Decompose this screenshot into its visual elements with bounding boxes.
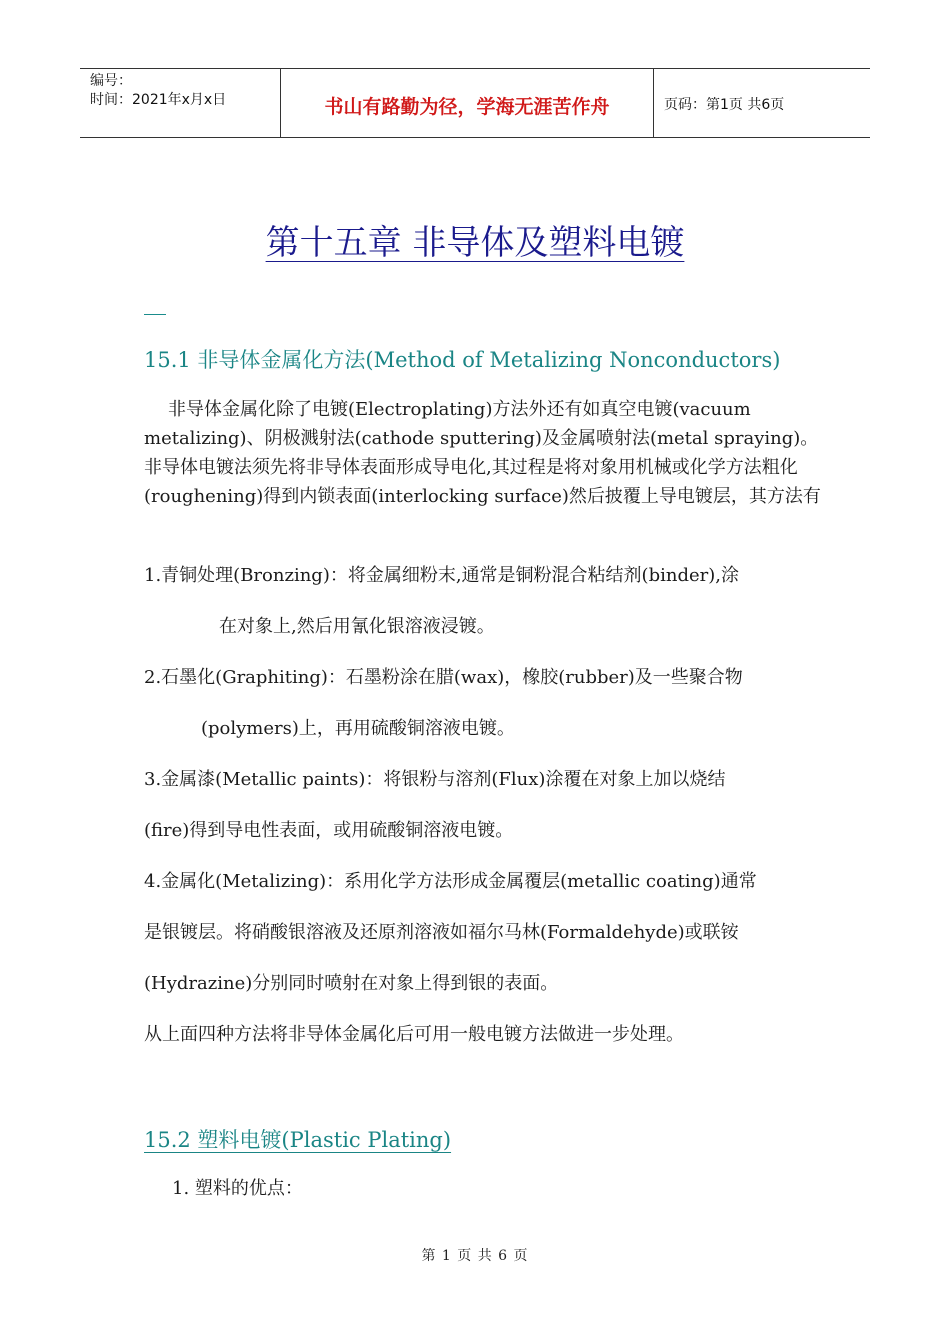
page-footer: 第 1 页 共 6 页 (421, 1248, 529, 1264)
summary-line: 从上面四种方法将非导体金属化后可用一般电镀方法做进一步处理。 (144, 1024, 684, 1045)
header-meta-cell (80, 69, 281, 137)
item-1-line-2: 在对象上,然后用氰化银溶液浸镀。 (219, 616, 495, 637)
time-label: 时间：2021年x月x日 (90, 92, 227, 108)
list-item-1: 1. 塑料的优点： (172, 1178, 303, 1199)
page-header (80, 68, 870, 138)
item-3-line-1: 3.金属漆(Metallic paints)：将银粉与溶剂(Flux)涂覆在对象上加以烧结 (144, 769, 726, 790)
chapter-title-text: 第十五章 非导体及塑料电镀 (265, 223, 685, 263)
header-page-info: 页码：第1页 共6页 (664, 97, 785, 113)
item-2-line-2: (polymers)上，再用硫酸铜溶液电镀。 (201, 718, 515, 739)
section-heading-15-1: 15.1 非导体金属化方法(Method of Metalizing Nonconductors) (144, 348, 781, 372)
item-4-line-2: 是银镀层。将硝酸银溶液及还原剂溶液如福尔马林(Formaldehyde)或联铵 (144, 922, 739, 943)
dash-divider (144, 314, 166, 315)
item-1-line-1: 1.青铜处理(Bronzing)：将金属细粉末,通常是铜粉混合粘结剂(binder),涂 (144, 565, 739, 586)
item-4-line-3: (Hydrazine)分别同时喷射在对象上得到银的表面。 (144, 973, 559, 994)
item-3-line-2: (fire)得到导电性表面，或用硫酸铜溶液电镀。 (144, 820, 514, 841)
section-heading-15-2: 15.2 塑料电镀(Plastic Plating) (144, 1128, 452, 1152)
intro-paragraph: 非导体金属化除了电镀(Electroplating)方法外还有如真空电镀(vacuum metalizing)、阴极溅射法(cathode sputtering)及金属喷射法(metal spraying)。非导体电镀法须先将非导体表面形成导电化,其过程是将对象用机械或化学方法粗化(roughening)得到内锁表面(interlocking surface)然后披覆上导电镀层，其方法有 (144, 399, 821, 507)
item-4-line-1: 4.金属化(Metalizing)：系用化学方法形成金属覆层(metallic coating)通常 (144, 871, 757, 892)
item-2-line-1: 2.石墨化(Graphiting)：石墨粉涂在腊(wax)，橡胶(rubber)及一些聚合物 (144, 667, 743, 688)
number-label: 编号： (90, 73, 132, 89)
chapter-title (0, 215, 950, 264)
header-motto: 书山有路勤为径，学海无涯苦作舟 (281, 69, 654, 137)
